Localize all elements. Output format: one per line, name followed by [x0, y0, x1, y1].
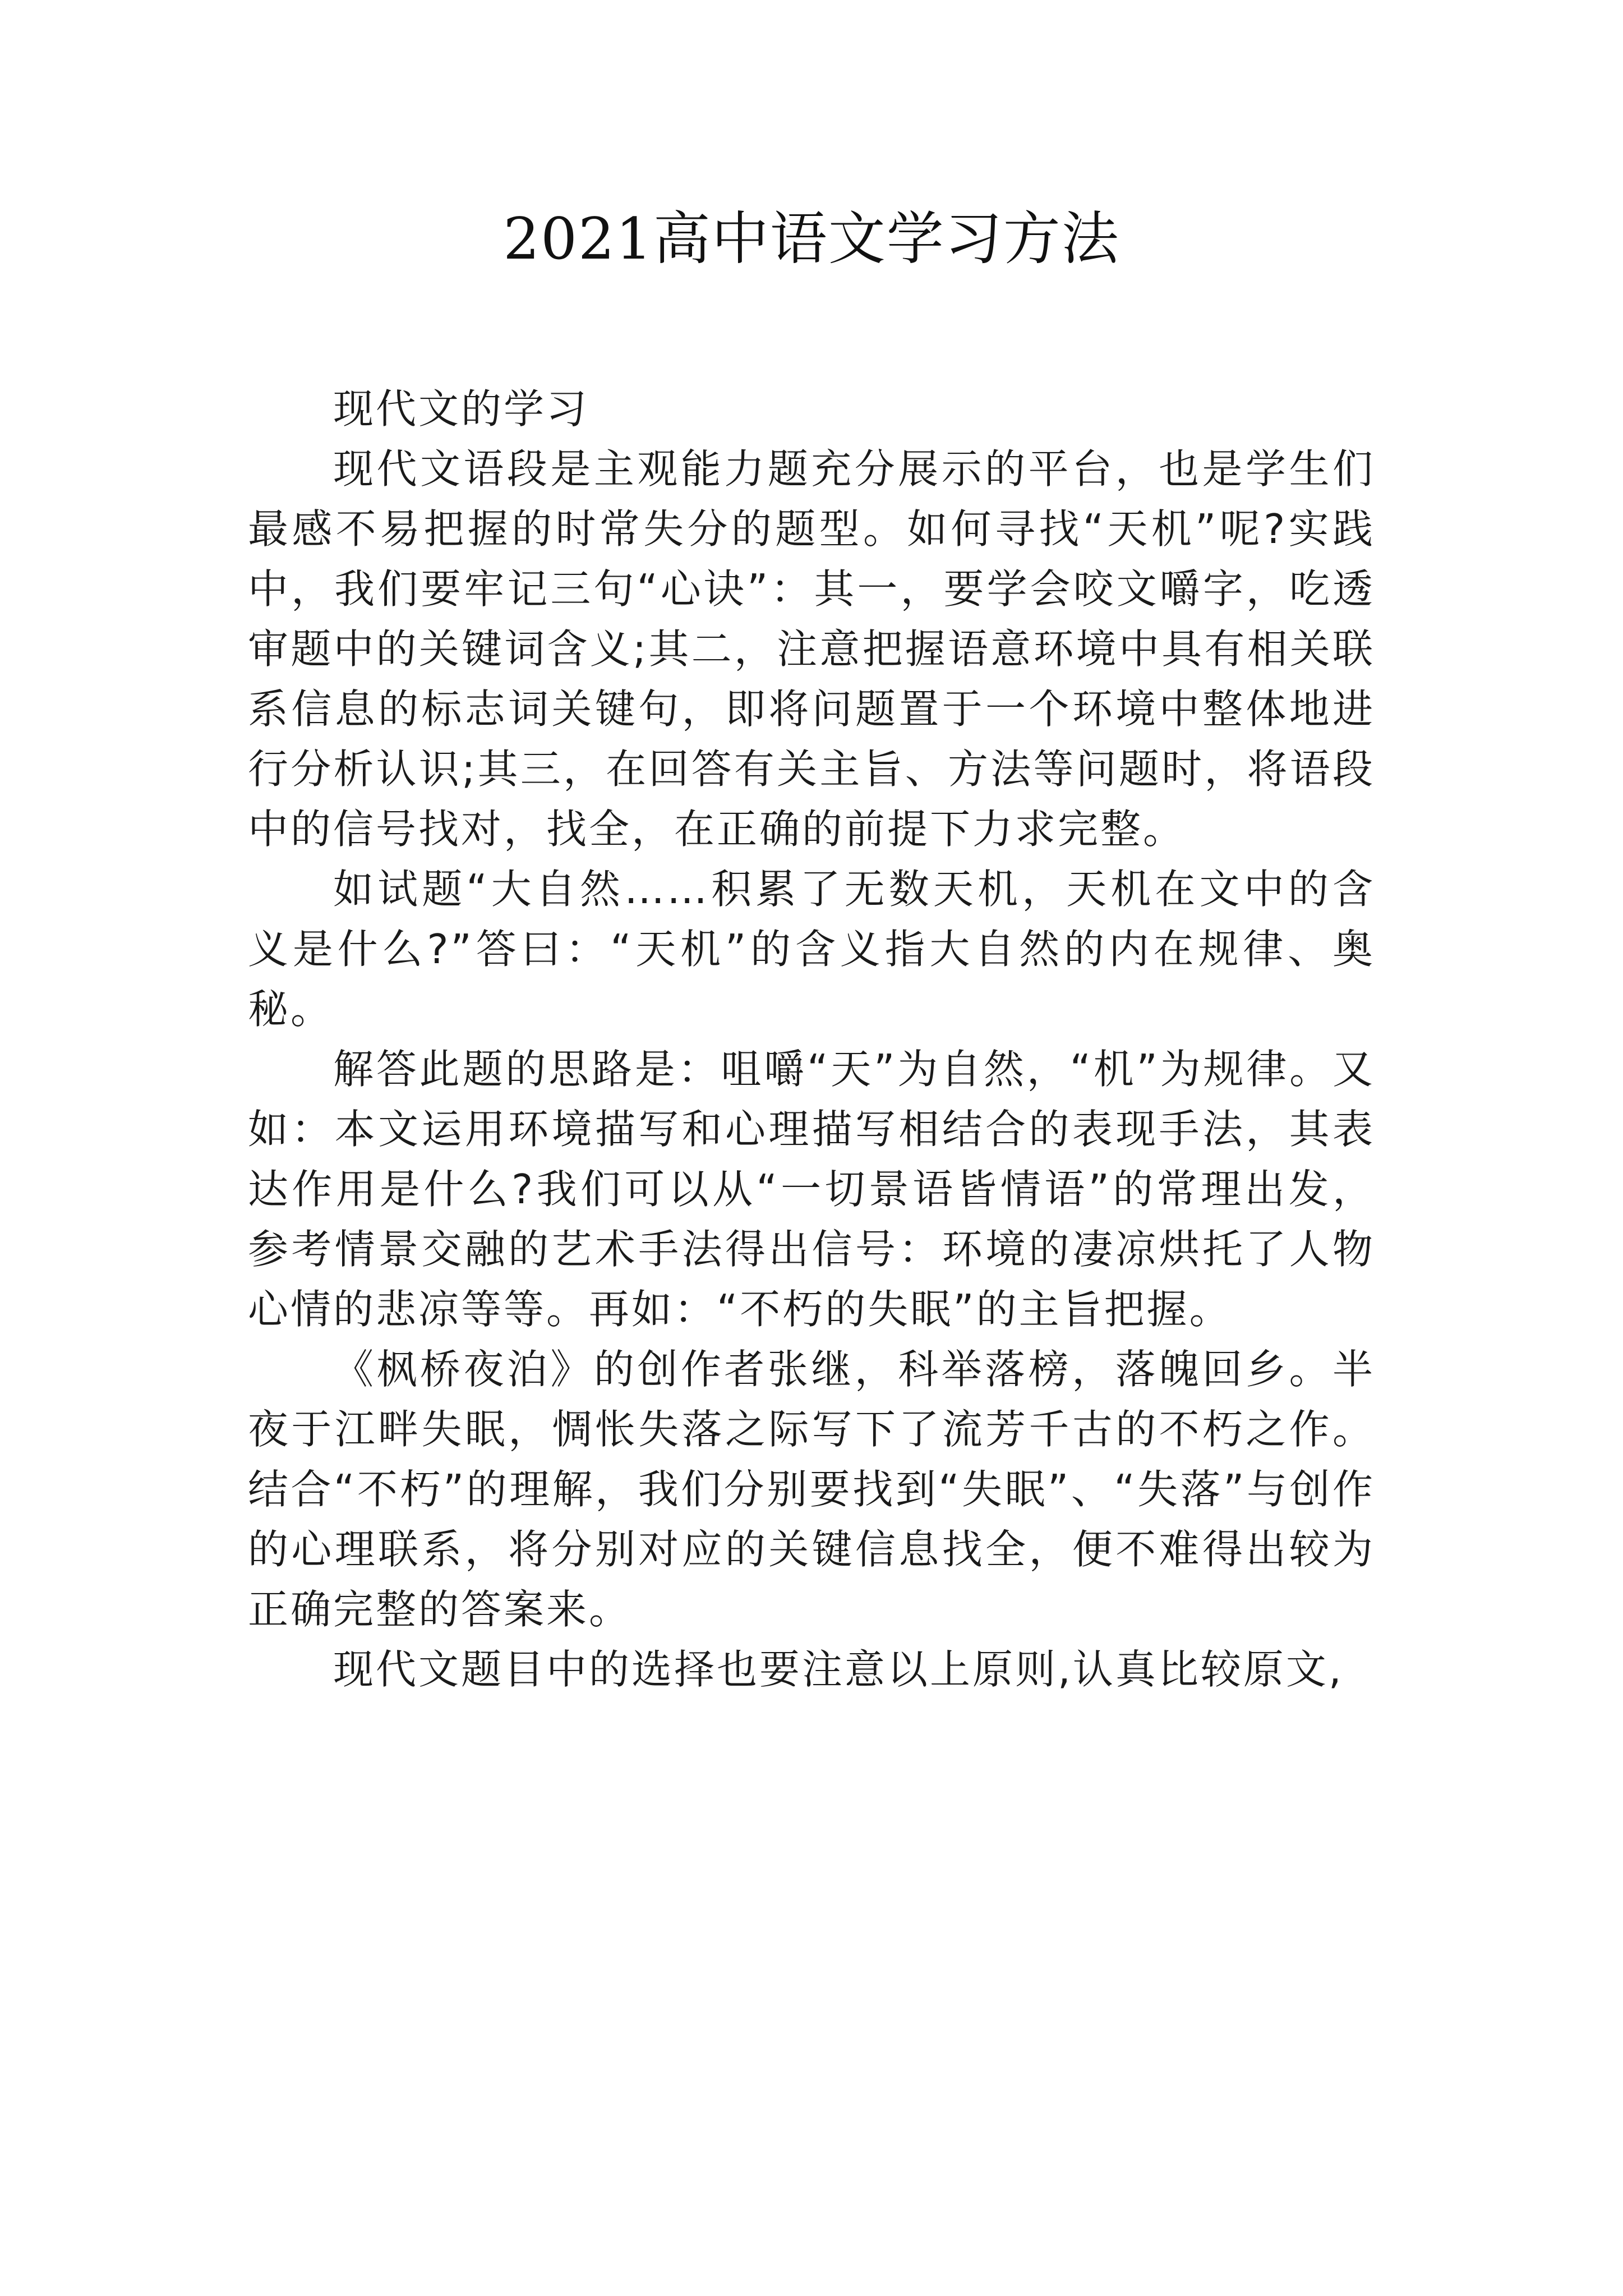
- paragraph-4: 《枫桥夜泊》的创作者张继，科举落榜，落魄回乡。半夜于江畔失眠，惆怅失落之际写下了流芳千古的不朽之作。结合“不朽”的理解，我们分别要找到“失眠”、“失落”与创作的心理联系，将分别对应的关键信息找全，便不难得出较为正确完整的答案来。: [248, 1346, 1375, 1633]
- document-body: [248, 379, 1375, 1700]
- paragraph-3: 解答此题的思路是：咀嚼“天”为自然，“机”为规律。又如：本文运用环境描写和心理描写相结合的表现手法，其表达作用是什么?我们可以从“一切景语皆情语”的常理出发，参考情景交融的艺术手法得出信号：环境的凄凉烘托了人物心情的悲凉等等。再如：“不朽的失眠”的主旨把握。: [248, 1046, 1375, 1333]
- document-title: 2021高中语文学习方法: [503, 206, 1120, 273]
- paragraph-5: 现代文题目中的选择也要注意以上原则,认真比较原文,: [333, 1646, 1344, 1693]
- section-heading: 现代文的学习: [333, 385, 589, 432]
- paragraph-2: 如试题“大自然……积累了无数天机，天机在文中的含义是什么?”答曰：“天机”的含义指大自然的内在规律、奥秘。: [248, 866, 1375, 1033]
- paragraph-1: 现代文语段是主观能力题充分展示的平台，也是学生们最感不易把握的时常失分的题型。如何寻找“天机”呢?实践中，我们要牢记三句“心诀”：其一，要学会咬文嚼字，吃透审题中的关键词含义;其二，注意把握语意环境中具有相关联系信息的标志词关键句，即将问题置于一个环境中整体地进行分析认识;其三，在回答有关主旨、方法等问题时，将语段中的信号找对，找全，在正确的前提下力求完整。: [248, 445, 1375, 853]
